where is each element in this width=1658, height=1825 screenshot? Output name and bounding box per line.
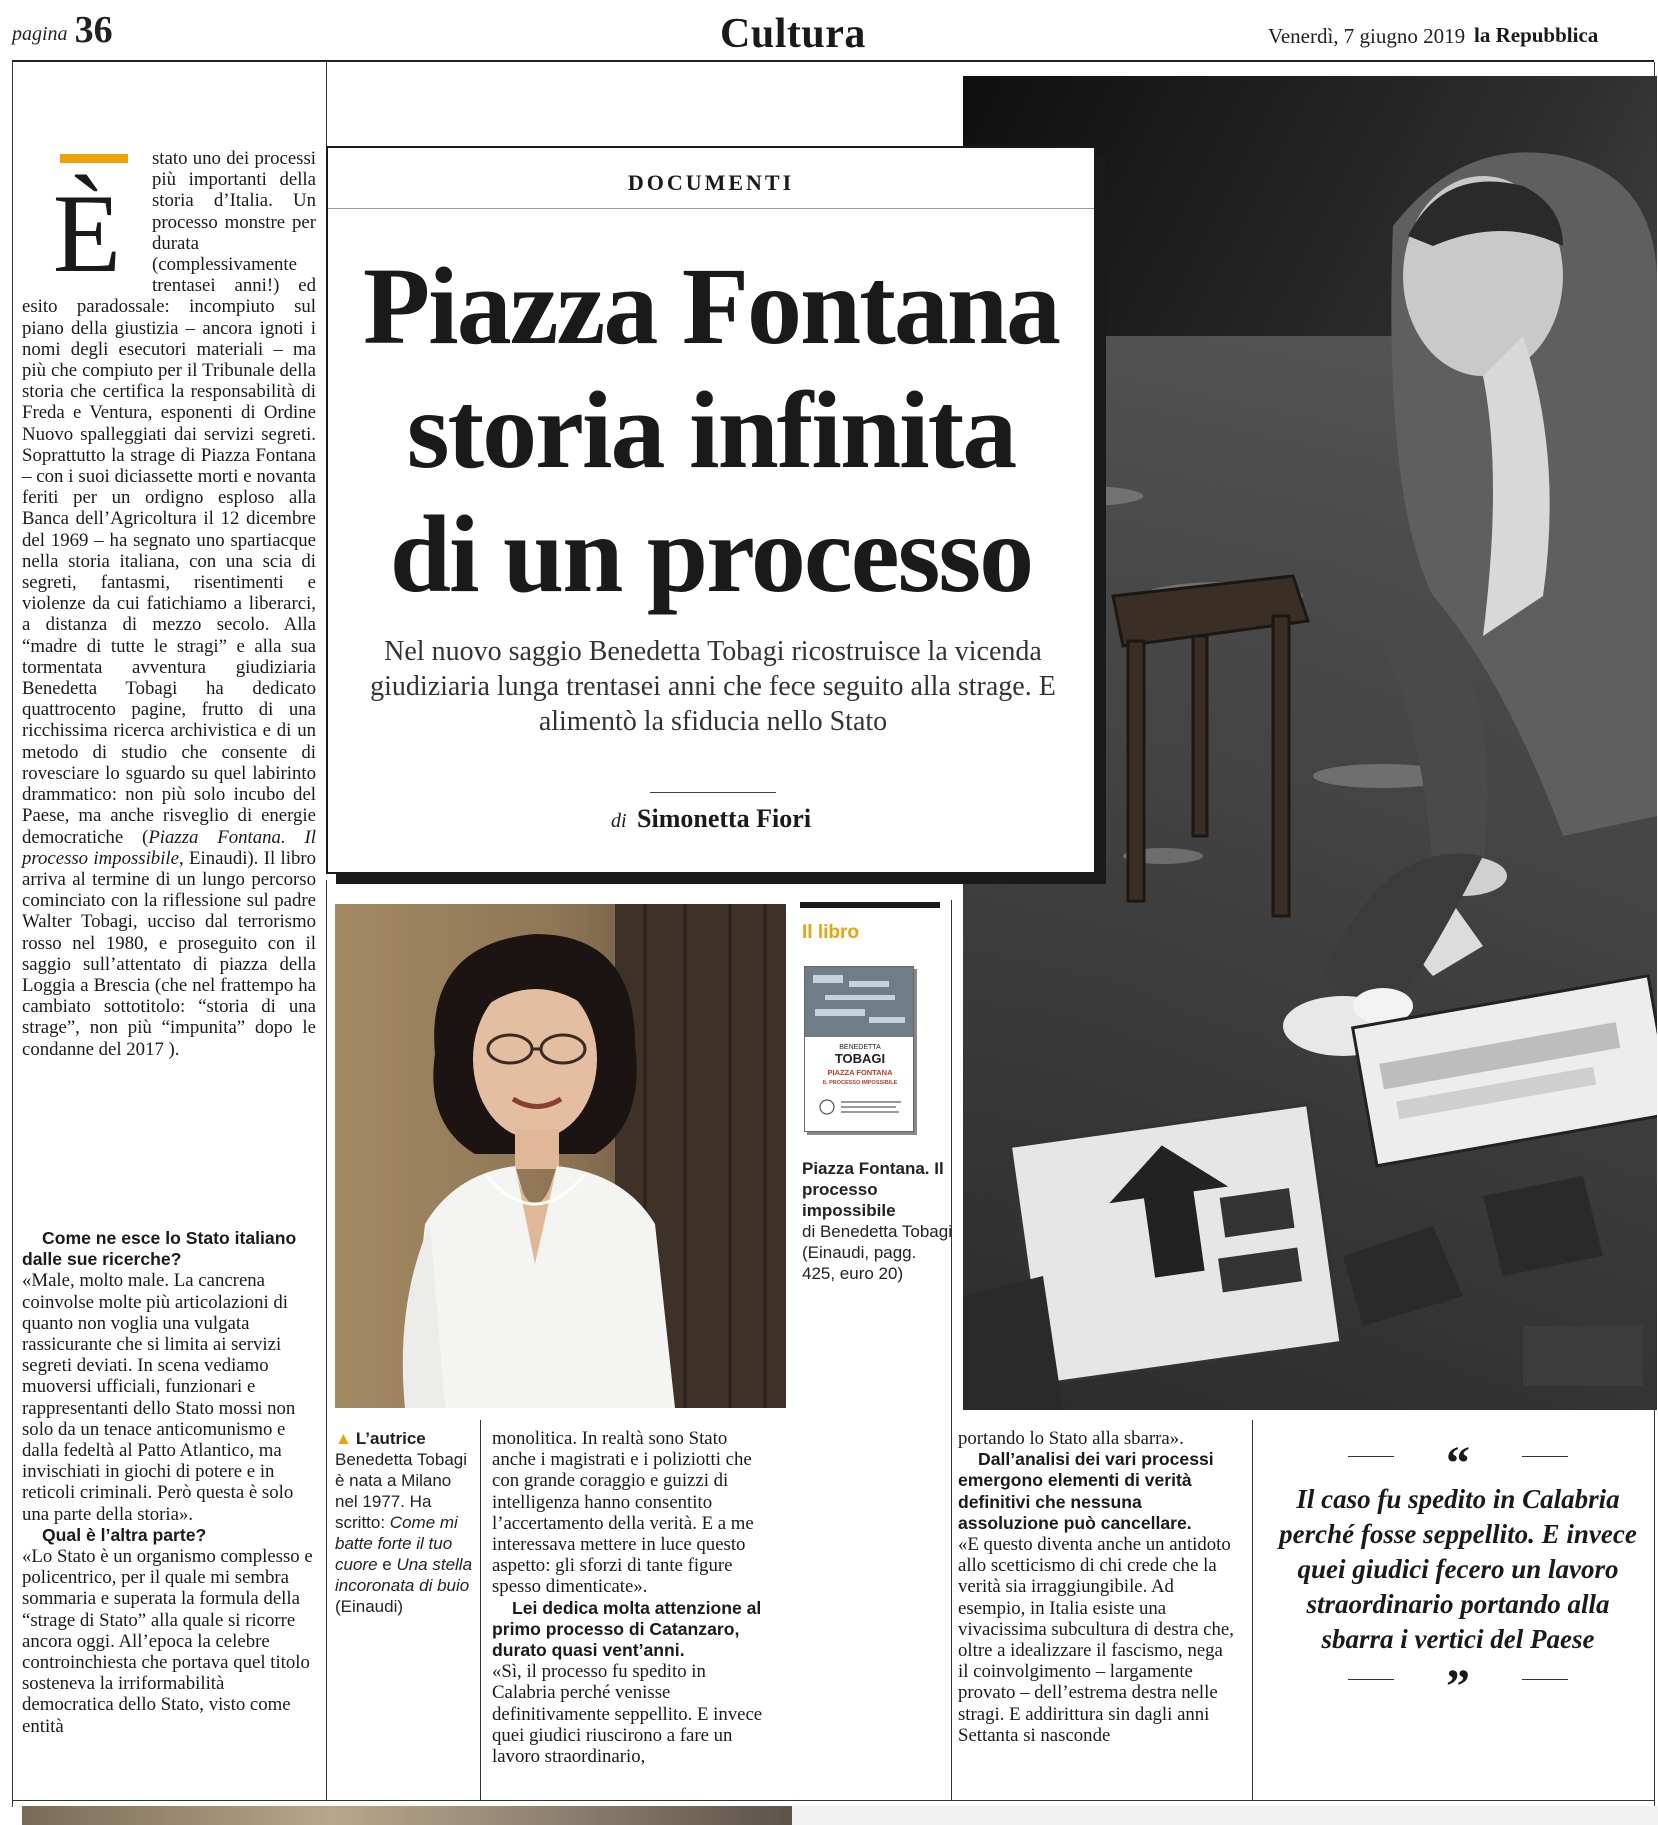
book-box-top-rule [800, 902, 940, 908]
book-box-label: Il libro [802, 922, 859, 943]
column-rule [1252, 1420, 1253, 1800]
newspaper-brand: la Repubblica [1474, 23, 1599, 47]
headline-line: Piazza Fontana [362, 245, 1060, 367]
interview-answer: «Male, molto male. La cancrena coinvolse molte più articolazioni di quanto non voglia una vulgata rassicurante che si limita ai servizi segreti deviati. In scena vediamo muoversi ufficiali, funzionari e rappresentanti dello Stato mossi non solo da un tenace anticomunismo e dalla fedeltà al Patto Atlantico, ma invischiati in giochi di potere e in reticoli criminali. Però questa è solo una parte della storia». [22, 1270, 296, 1525]
triangle-up-icon: ▲ [335, 1429, 352, 1448]
headline [328, 244, 1094, 616]
book-cover-art [805, 967, 914, 1132]
section-kicker: DOCUMENTI [627, 170, 795, 195]
column-rule [480, 1420, 481, 1800]
svg-text:BENEDETTA: BENEDETTA [839, 1044, 881, 1051]
masthead-rule [12, 60, 1654, 62]
book-title: Piazza Fontana. Il processo impossibile [802, 1159, 944, 1220]
interview-question: Lei dedica molta attenzione al primo processo di Catanzaro, durato quasi vent’anni. [492, 1597, 762, 1661]
drop-cap: È [52, 172, 122, 296]
open-quote-icon: “ [1268, 1440, 1648, 1470]
book-info [802, 1158, 952, 1284]
drop-cap-accent-bar [60, 154, 128, 163]
column-rule [326, 880, 327, 1800]
section-title: Cultura [720, 11, 866, 57]
article-column-3 [492, 1428, 774, 1767]
byline-prefix: di [610, 810, 627, 832]
headline-line: di un processo [389, 493, 1033, 615]
interview-answer: portando lo Stato alla sbarra». [958, 1428, 1184, 1449]
svg-text:TOBAGI: TOBAGI [834, 1051, 886, 1066]
article-column-1-interview [22, 1228, 316, 1737]
page-word: pagina [12, 23, 68, 45]
page-number: 36 [74, 9, 113, 51]
byline-author: Simonetta Fiori [637, 804, 812, 833]
close-quote-icon: ” [1268, 1663, 1648, 1693]
book-cover [804, 966, 914, 1132]
svg-text:PIAZZA FONTANA: PIAZZA FONTANA [827, 1068, 893, 1077]
pull-quote [1268, 1437, 1648, 1713]
page-label [12, 8, 113, 52]
pull-quote-text: Il caso fu spedito in Calabria perché fosse seppellito. E invece quei giudici fecero un lavoro straordinario portando alla sbarra i vertici del Paese [1279, 1484, 1637, 1654]
headline-line: storia infinita [406, 369, 1016, 491]
article-column-1 [22, 148, 316, 1060]
article-intro: stato uno dei processi più importanti della storia d’Italia. Un processo monstre per durata (complessivamente trentasei anni!) ed esito paradossale: incompiuto sul piano della giustizia – ancora ignoti i nomi degli esecutori materiali – ma più che compiuto per il Tribunale della storia che certifica la responsabilità di Freda e Ventura, esponenti di Ordine Nuovo spalleggiati dai servizi segreti. Soprattutto la strage di Piazza Fontana – con i suoi diciassette morti e novanta feriti per un ordigno esploso alla Banca dell’Agricoltura il 12 dicembre del 1969 – ha segnato uno spartiacque nella storia italiana, con una scia di segreti, fantasmi, risentimenti e violenze da cui fatichiamo a liberarci, a distanza di mezzo secolo. Alla “madre di tutte le stragi” e alla sua tormentata avventura giudiziaria Benedetta Tobagi ha dedicato quattrocento pagine, frutto di una ricchissima ricerca archivistica e di un metodo di studio che consente di rovesciare lo sguardo su quel labirinto drammatico: non più solo incubo del Paese, ma anche risveglio di energie democratiche (Piazza Fontana. Il processo impossibile, Einaudi). Il libro arriva al termine di un lungo percorso cominciato con la riflessione sul padre Walter Tobagi, ucciso dal terrorismo rosso nel 1980, e proseguito con il saggio sull’attentato di piazza della Loggia a Brescia (che nel frattempo ha cambiato sottotitolo: “storia di una strage”, non più “impunita” dopo le condanne del 2017 ). [22, 148, 316, 1060]
masthead [0, 0, 1658, 60]
book-details: di Benedetta Tobagi (Einaudi, pagg. 425, euro 20) [802, 1222, 952, 1283]
bottom-rule [12, 1800, 1654, 1801]
column-rule [326, 62, 327, 146]
author-caption: ▲ L’autrice Benedetta Tobagi è nata a Milano nel 1977. Ha scritto: Come mi batte forte il tuo cuore e Una stella incoronata di buio (Einaudi) [335, 1429, 473, 1616]
issue-date: Venerdì, 7 giugno 2019 [1268, 24, 1466, 48]
standfirst: Nel nuovo saggio Benedetta Tobagi ricostruisce la vicenda giudiziaria lunga trentasei anni che fece seguito alla strage. E alimentò la sfiducia nello Stato [370, 636, 1056, 737]
author-portrait-illustration [335, 904, 786, 1408]
interview-question: Qual è l’altra parte? [42, 1524, 207, 1545]
interview-question: Dall’analisi dei vari processi emergono elementi di verità definitivi che nessuna assoluzione può cancellare. [958, 1449, 1214, 1533]
next-article-strip [792, 1806, 1658, 1825]
kicker-rule [328, 208, 1094, 209]
svg-text:IL PROCESSO IMPOSSIBILE: IL PROCESSO IMPOSSIBILE [822, 1080, 898, 1086]
next-article-image-strip [22, 1806, 792, 1825]
article-column-4 [958, 1428, 1236, 1746]
interview-answer: «Lo Stato è un organismo complesso e policentrico, per il quale mi sembra sommaria e superata la formula della “strage di Stato” alla quale si ricorre ancora oggi. All’epoca la celebre controinchiesta che portava quel titolo sosteneva la irriformabilità democratica dello Stato, visto come entità [22, 1546, 313, 1737]
byline [328, 804, 1094, 834]
interview-question: Come ne esce lo Stato italiano dalle sue ricerche? [22, 1228, 297, 1270]
caption-lead: L’autrice [355, 1429, 426, 1448]
interview-answer: monolitica. In realtà sono Stato anche i magistrati e i poliziotti che con grande coraggio e guizzi di intelligenza hanno consentito l’accertamento della verità. E a me interessava mettere in luce questo aspetto: gli sforzi di tante figure spesso dimenticate». [492, 1428, 754, 1598]
byline-rule [650, 792, 776, 793]
interview-answer: «E questo diventa anche un antidoto allo scetticismo di chi crede che la verità sia irraggiungibile. Ad esempio, in Italia esiste una vivacissima subcultura di destra che, oltre a idealizzare il fascismo, nega il coinvolgimento – largamente provato – dell’estrema destra nelle stragi. E addirittura sin dagli anni Settanta si nasconde [958, 1534, 1234, 1746]
book-title-inline: Piazza Fontana. Il processo impossibile [22, 826, 316, 869]
author-photo [335, 904, 786, 1408]
left-frame-rule [12, 62, 13, 1807]
column-rule [951, 900, 952, 1800]
headline-box [326, 146, 1096, 874]
interview-answer: «Sì, il processo fu spedito in Calabria perché venisse definitivamente seppellito. E invece quei giudici riuscirono a fare un lavoro straordinario, [492, 1661, 763, 1768]
